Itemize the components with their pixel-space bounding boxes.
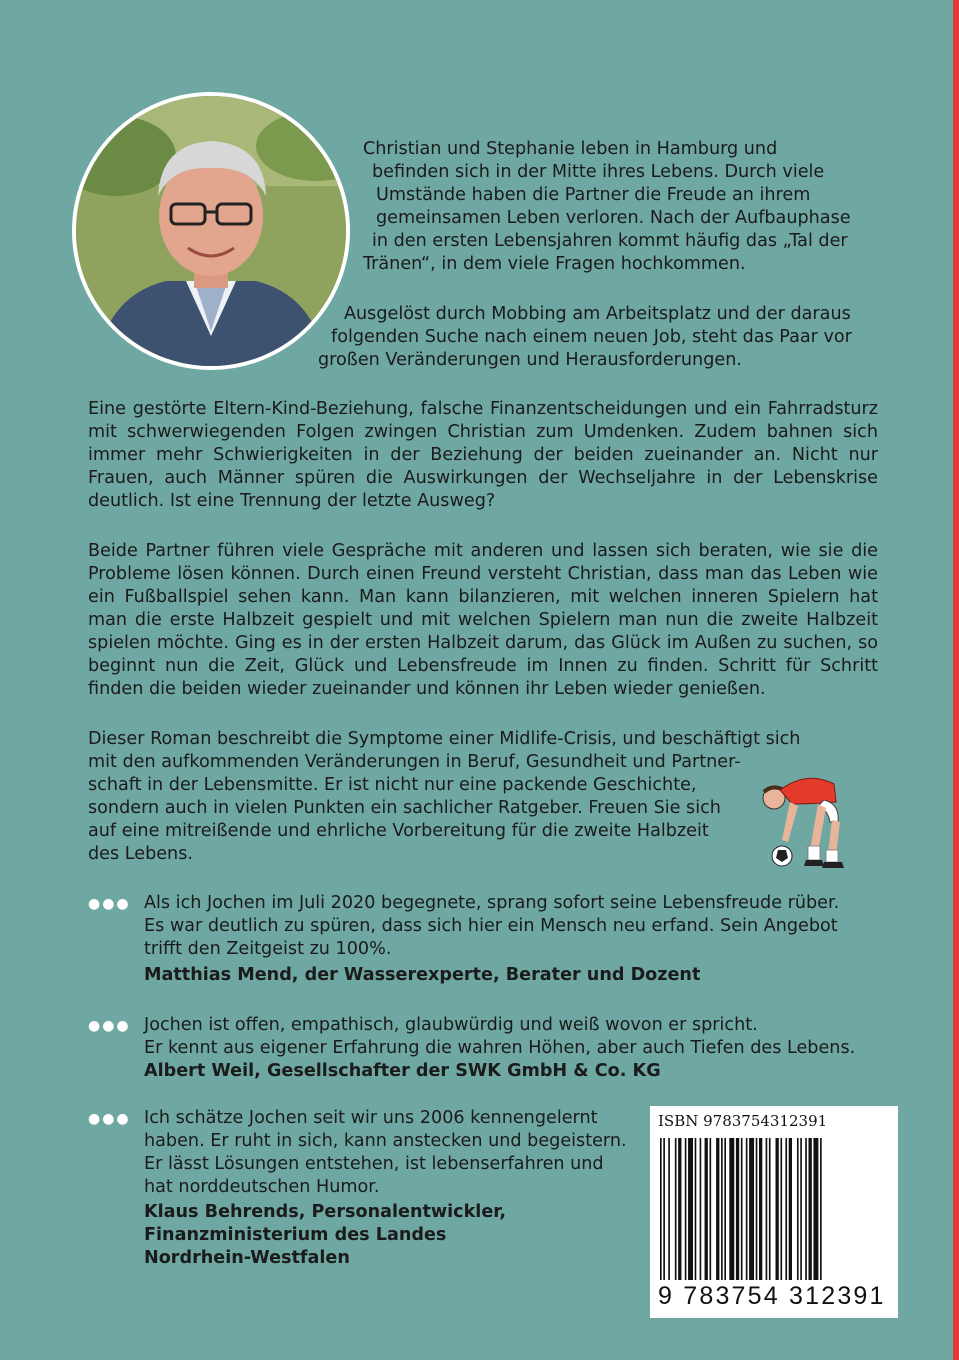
intro-line: befinden sich in der Mitte ihres Lebens. Durch viele [372,162,825,182]
barcode-bar [820,1138,822,1280]
isbn-digits: 9 783754 312391 [658,1282,886,1310]
quote-line: Es war deutlich zu spüren, dass sich hier ein Mensch neu erfand. Sein Angebot [144,916,838,936]
intro-line: Ausgelöst durch Mobbing am Arbeitsplatz und der daraus [344,304,851,324]
barcode-bar [736,1138,739,1280]
barcode-bar [813,1138,818,1280]
barcode-bar [678,1138,681,1280]
summary-line: sondern auch in vielen Punkten ein sachlicher Ratgeber. Freuen Sie sich [88,798,721,818]
barcode-bar [710,1138,712,1280]
barcode-bar [729,1138,734,1280]
quote-line: Er lässt Lösungen entstehen, ist lebenserfahren und [144,1154,604,1174]
quote-line: Jochen ist offen, empathisch, glaubwürdig und weiß wovon er spricht. [144,1015,758,1035]
barcode-bar [805,1138,807,1280]
quote-author: Klaus Behrends, Personalentwickler, [144,1202,507,1222]
summary-line: Dieser Roman beschreibt die Symptome einer Midlife-Crisis, und beschäftigt sich [88,729,801,749]
summary-line: auf eine mitreißende und ehrliche Vorbereitung für die zweite Halbzeit [88,821,709,841]
quote-author: Matthias Mend, der Wasserexperte, Berater und Dozent [144,965,701,985]
intro-line: großen Veränderungen und Herausforderungen. [318,350,742,370]
barcode-bar [660,1138,662,1280]
quote-marker-icon: ●●● [88,896,131,912]
intro-line: Christian und Stephanie leben in Hamburg und [363,139,778,159]
summary-line: schaft in der Lebensmitte. Er ist nicht nur eine packende Geschichte, [88,775,697,795]
author-photo [72,92,350,370]
isbn-barcode-box [650,1106,898,1318]
barcode-bar [797,1138,799,1280]
quote-line: haben. Er ruht in sich, kann anstecken und begeistern. [144,1131,627,1151]
barcode-bar [809,1138,812,1280]
intro-line: in den ersten Lebensjahren kommt häufig das „Tal der [372,231,848,251]
barcode-bar [668,1138,670,1280]
author-portrait-illustration [76,96,346,366]
quote-line: Als ich Jochen im Juli 2020 begegnete, sprang sofort seine Lebensfreude rüber. [144,893,840,913]
quote-line: hat norddeutschen Humor. [144,1177,380,1197]
barcode-bar [675,1138,677,1280]
barcode-bar [776,1138,779,1280]
barcode-bar [695,1138,697,1280]
barcode-bar [789,1138,792,1280]
barcode-bar [700,1138,702,1280]
barcode-bar [705,1138,708,1280]
intro-line: Tränen“, in dem viele Fragen hochkommen. [363,254,746,274]
barcode-bar [785,1138,787,1280]
quote-line: Ich schätze Jochen seit wir uns 2006 kennengelernt [144,1108,598,1128]
isbn-label: ISBN 9783754312391 [658,1112,828,1130]
barcode-bar [756,1138,758,1280]
quote-author: Nordrhein-Westfalen [144,1248,350,1268]
barcode-bar [741,1138,743,1280]
intro-line: gemeinsamen Leben verloren. Nach der Aufbauphase [376,208,851,228]
intro-line: Umstände haben die Partner die Freude an ihrem [376,185,811,205]
quote-line: Er kennt aus eigener Erfahrung die wahren Höhen, aber auch Tiefen des Lebens. [144,1038,856,1058]
barcode-bar [746,1138,748,1280]
spine-edge [953,0,959,1360]
barcode-bar [685,1138,687,1280]
football-player-illustration [752,770,848,874]
barcode-bar [800,1138,802,1280]
barcode-bar [688,1138,693,1280]
barcode-bar [766,1138,768,1280]
barcode-bar [724,1138,726,1280]
barcode-bar [663,1138,665,1280]
barcode-bar [749,1138,754,1280]
paragraph-football-metaphor: Beide Partner führen viele Gespräche mit anderen und lassen sich beraten, wie sie die Probleme lösen können. Durch einen Freund versteht Christian, dass man das Leben wie ein Fußballspiel sehen kann. Man kann bilanzieren, mit welchen inneren Spielern hat man die erste Halbzeit gespielt und mit welchen Spielern man nun die zweite Halbzeit spielen möchte. Ging es in der ersten Halbzeit darum, das Glück im Außen zu suchen, so beginnt nun die Zeit, Glück und Lebensfreude im Innen zu finden. Schritt für Schritt finden die beiden wieder zueinander und können ihr Leben wieder genießen. [88,541,878,699]
quote-marker-icon: ●●● [88,1018,131,1034]
intro-line: folgenden Suche nach einem neuen Job, steht das Paar vor [331,327,852,347]
barcode-bar [780,1138,782,1280]
summary-line: mit den aufkommenden Veränderungen in Beruf, Gesundheit und Partner- [88,752,741,772]
barcode-bar [759,1138,762,1280]
barcode-bar [769,1138,771,1280]
barcode-icon [658,1138,890,1280]
summary-line: des Lebens. [88,844,193,864]
barcode-bar [721,1138,723,1280]
quote-author: Finanzministerium des Landes [144,1225,447,1245]
quote-author: Albert Weil, Gesellschafter der SWK GmbH & Co. KG [144,1061,661,1081]
barcode-bar [716,1138,719,1280]
quote-line: trifft den Zeitgeist zu 100%. [144,939,392,959]
quote-marker-icon: ●●● [88,1111,131,1127]
paragraph-relationship-crisis: Eine gestörte Eltern-Kind-Beziehung, falsche Finanzentscheidungen und ein Fahrradsturz mit schwerwiegenden Folgen zwingen Christian zum Umdenken. Zudem bahnen sich immer mehr Schwierigkeiten in der Beziehung der beiden zueinander an. Nicht nur Frauen, auch Männer spüren die Auswirkungen der Wechseljahre in der Lebenskrise deutlich. Ist eine Trennung der letzte Ausweg? [88,399,878,511]
